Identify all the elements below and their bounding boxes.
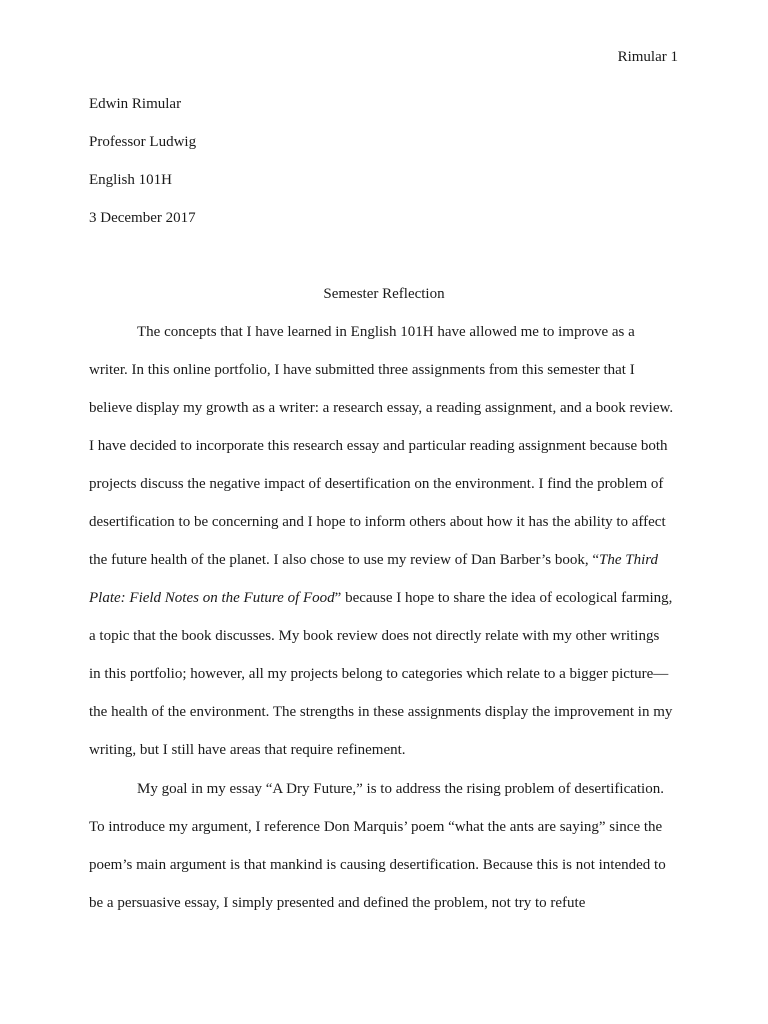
book-title-italic: Plate: Field Notes on the Future of Food [89, 590, 335, 606]
running-head: Rimular 1 [617, 49, 678, 65]
body-line: believe display my growth as a writer: a research essay, a reading assignment, and a book review. [89, 400, 674, 416]
professor-name: Professor Ludwig [89, 134, 197, 150]
body-line: The concepts that I have learned in English 101H have allowed me to improve as a [137, 324, 635, 340]
body-line: a topic that the book discusses. My book review does not directly relate with my other writings [89, 628, 660, 644]
author-name: Edwin Rimular [89, 96, 182, 112]
body-line: My goal in my essay “A Dry Future,” is to address the rising problem of desertification. [137, 781, 664, 797]
course-name: English 101H [89, 172, 172, 188]
body-line: in this portfolio; however, all my projects belong to categories which relate to a bigger picture— [89, 666, 669, 682]
body-line: desertification to be concerning and I hope to inform others about how it has the ability to affect [89, 514, 666, 530]
body-line [89, 550, 658, 570]
body-line: I have decided to incorporate this research essay and particular reading assignment because both [89, 438, 668, 454]
body-line: be a persuasive essay, I simply presented and defined the problem, not try to refute [89, 895, 586, 911]
body-line: To introduce my argument, I reference Don Marquis’ poem “what the ants are saying” since the [89, 819, 663, 835]
body-line [89, 588, 672, 608]
body-line: poem’s main argument is that mankind is causing desertification. Because this is not intended to [89, 857, 666, 873]
submission-date: 3 December 2017 [89, 210, 196, 226]
body-line: projects discuss the negative impact of desertification on the environment. I find the problem of [89, 476, 664, 492]
body-text: ” because I hope to share the idea of ecological farming, [334, 590, 673, 606]
body-line: writer. In this online portfolio, I have submitted three assignments from this semester that I [89, 362, 635, 378]
body-line: the health of the environment. The strengths in these assignments display the improvement in my [89, 704, 673, 720]
body-text: the future health of the planet. I also chose to use my review of Dan Barber’s book, “ [89, 552, 599, 568]
essay-title: Semester Reflection [323, 286, 445, 302]
body-line: writing, but I still have areas that require refinement. [89, 742, 406, 758]
book-title-italic: The Third [598, 552, 659, 568]
